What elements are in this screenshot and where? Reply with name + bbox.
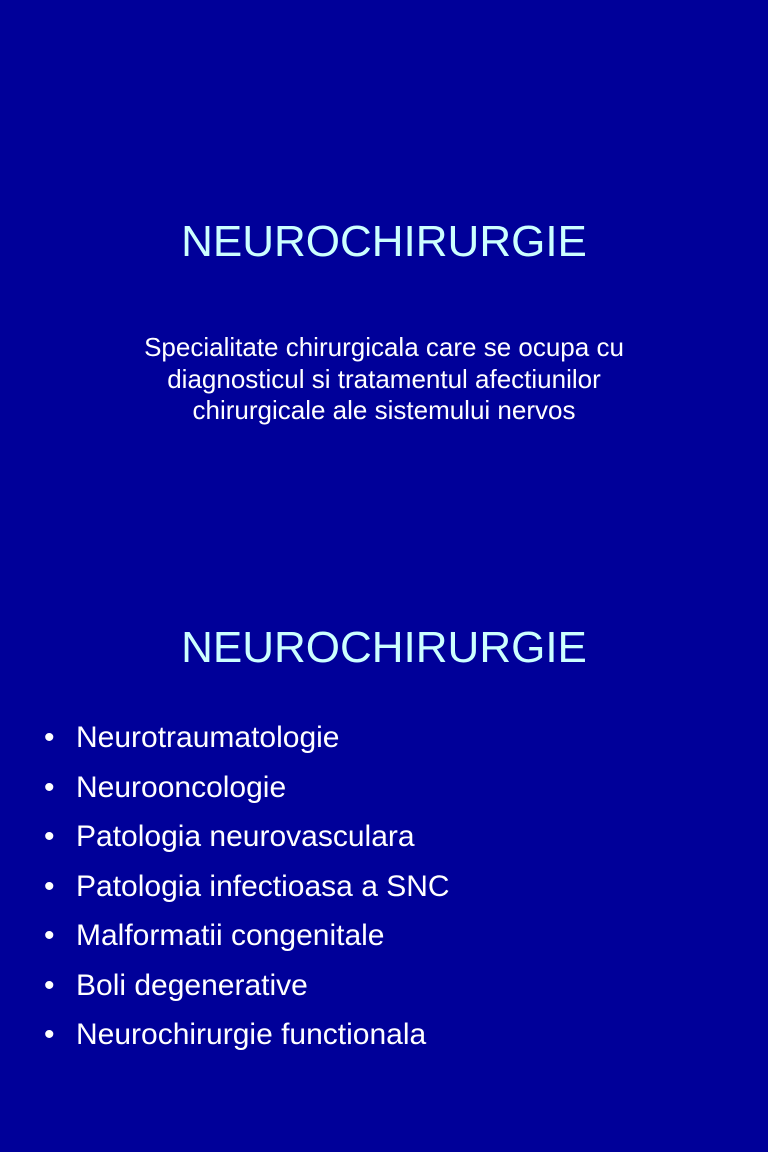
bullet-icon: •	[44, 820, 55, 853]
slide-subtitle: Specialitate chirurgicala care se ocupa cu diagnosticul si tratamentul afectiunilor chirurgicale ale sistemului nervos	[144, 332, 624, 425]
list-item-text: Patologia neurovasculara	[76, 820, 415, 853]
list-item-text: Neurochirurgie functionala	[76, 1018, 427, 1051]
list-item-text: Neurotraumatologie	[76, 721, 340, 754]
list-item-text: Neurooncologie	[76, 770, 287, 804]
slide-title: NEUROCHIRURGIE	[181, 217, 587, 266]
list-item	[44, 961, 450, 1011]
slide-2	[0, 576, 768, 1152]
bullet-icon: •	[44, 770, 55, 804]
bullet-icon: •	[44, 968, 55, 1002]
bullet-icon: •	[44, 1018, 55, 1051]
list-item	[44, 812, 450, 862]
list-item	[44, 1010, 450, 1060]
bullet-list	[44, 713, 450, 1060]
list-item	[44, 911, 450, 961]
list-item	[44, 713, 450, 763]
list-item	[44, 862, 450, 912]
list-item-text: Malformatii congenitale	[76, 919, 385, 952]
list-item-text: Patologia infectioasa a SNC	[76, 869, 450, 903]
bullet-icon: •	[44, 721, 55, 754]
bullet-icon: •	[44, 869, 55, 903]
bullet-icon: •	[44, 919, 55, 952]
list-item-text: Boli degenerative	[76, 968, 308, 1002]
slide-title: NEUROCHIRURGIE	[181, 623, 587, 672]
list-item	[44, 763, 450, 813]
